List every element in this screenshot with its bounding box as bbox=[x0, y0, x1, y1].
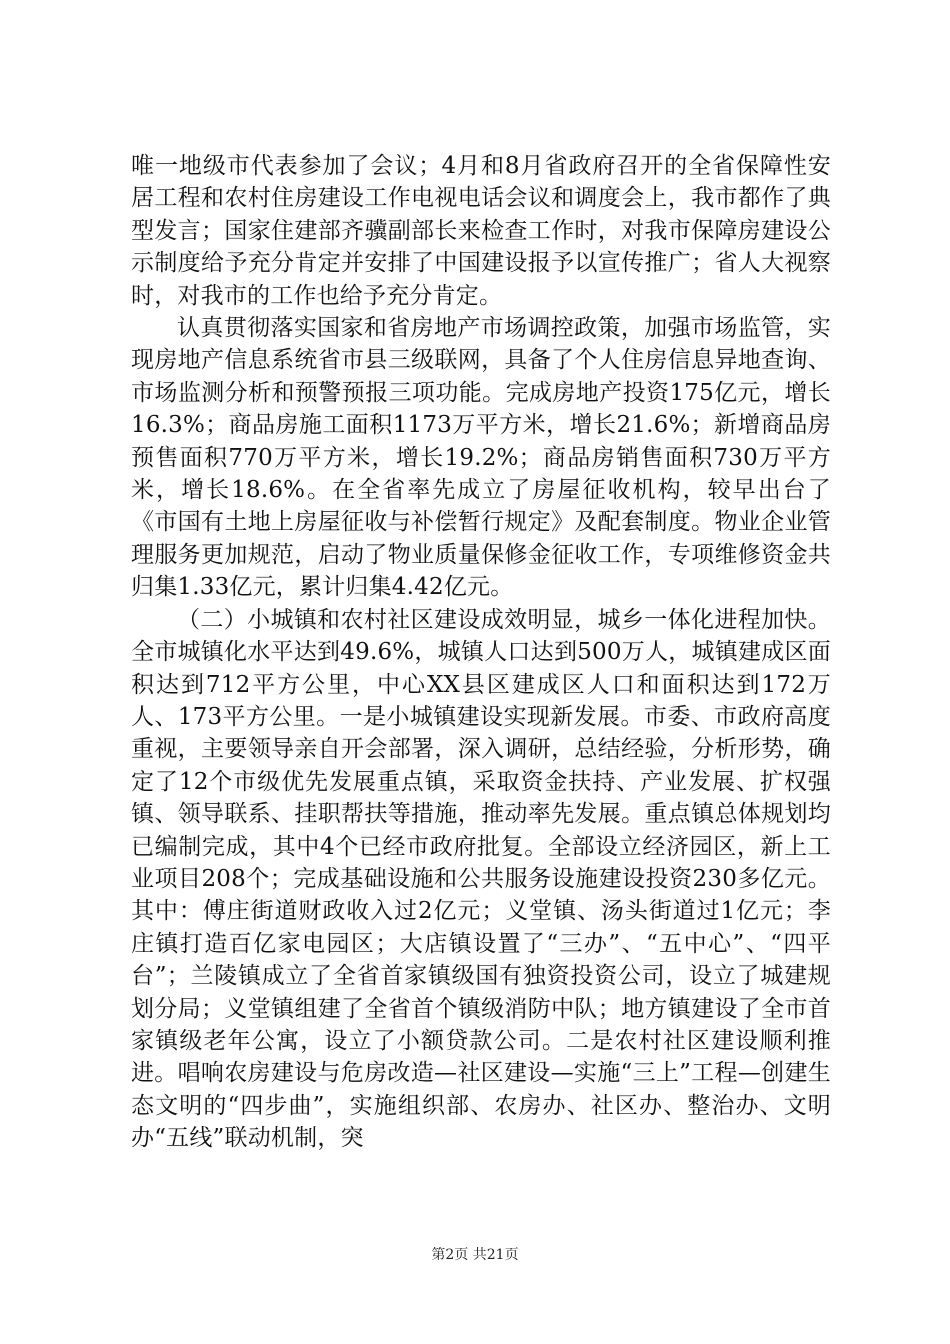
page-footer: 第2页 共21页 bbox=[431, 1247, 519, 1263]
document-body bbox=[131, 150, 831, 1155]
paragraph-continuation: 唯一地级市代表参加了会议；4月和8月省政府召开的全省保障性安居工程和农村住房建设工作电视电话会议和调度会上，我市都作了典型发言；国家住建部齐骥副部长来检查工作时，对我市保障房建设公示制度给予充分肯定并安排了中国建设报予以宣传推广；省人大视察时，对我市的工作也给予充分肯定。 bbox=[131, 153, 831, 309]
paragraph-town-community: （二）小城镇和农村社区建设成效明显，城乡一体化进程加快。全市城镇化水平达到49.6%，城镇人口达到500万人，城镇建成区面积达到712平方公里，中心XX县区建成区人口和面积达到172万人、173平方公里。一是小城镇建设实现新发展。市委、市政府高度重视，主要领导亲自开会部署，深入调研，总结经验，分析形势，确定了12个市级优先发展重点镇，采取资金扶持、产业发展、扩权强镇、领导联系、挂职帮扶等措施，推动率先发展。重点镇总体规划均已编制完成，其中4个已经市政府批复。全部设立经济园区，新上工业项目208个；完成基础设施和公共服务设施建设投资230多亿元。其中：傅庄街道财政收入过2亿元；义堂镇、汤头街道过1亿元；李庄镇打造百亿家电园区；大店镇设置了“三办”、“五中心”、“四平台”；兰陵镇成立了全省首家镇级国有独资投资公司，设立了城建规划分局；义堂镇组建了全省首个镇级消防中队；地方镇建设了全市首家镇级老年公寓，设立了小额贷款公司。二是农村社区建设顺利推进。唱响农房建设与危房改造—社区建设—实施“三上”工程—创建生态文明的“四步曲”，实施组织部、农房办、社区办、整治办、文明办“五线”联动机制，突 bbox=[131, 606, 831, 1152]
paragraph-real-estate: 认真贯彻落实国家和省房地产市场调控政策，加强市场监管，实现房地产信息系统省市县三级联网，具备了个人住房信息异地查询、市场监测分析和预警预报三项功能。完成房地产投资175亿元，增长16.3%；商品房施工面积1173万平方米，增长21.6%；新增商品房预售面积770万平方米，增长19.2%；商品房销售面积730万平方米，增长18.6%。在全省率先成立了房屋征收机构，较早出台了《市国有土地上房屋征收与补偿暂行规定》及配套制度。物业企业管理服务更加规范，启动了物业质量保修金征收工作，专项维修资金共归集1.33亿元，累计归集4.42亿元。 bbox=[131, 315, 831, 601]
